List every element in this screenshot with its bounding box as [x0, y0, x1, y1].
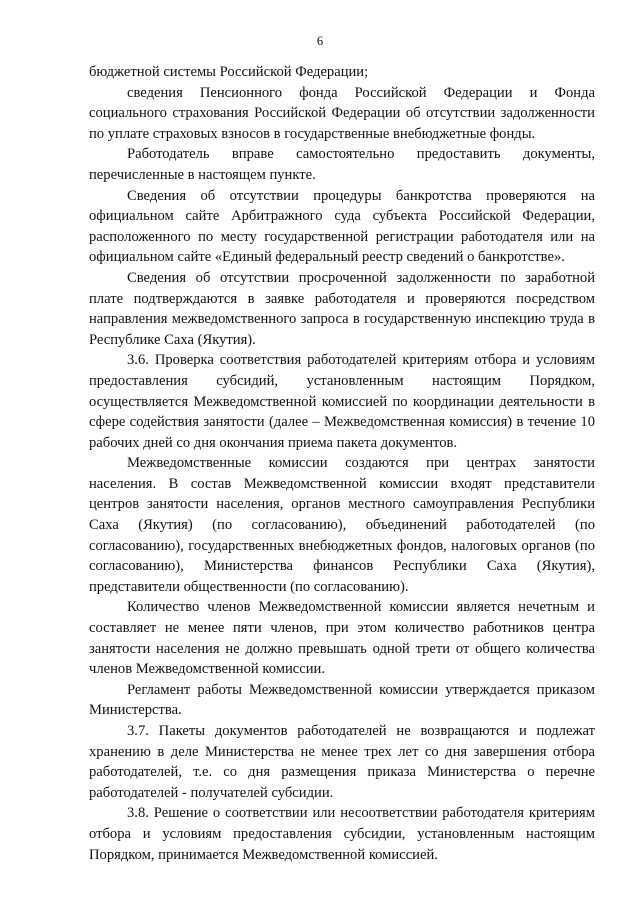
paragraph-commission-members: Количество членов Межведомственной комиссии является нечетным и составляет не менее пяти членов, при этом количество работников центра занятости населения не должно превышать одной трети от общего количества членов Межведомственной комиссии. — [89, 599, 595, 678]
paragraph-bankruptcy-check: Сведения об отсутствии процедуры банкротства проверяются на официальном сайте Арбитражного суда субъекта Российской Федерации, расположенного по месту государственной регистрации работодателя или на официальном сайте «Единый федеральный реестр сведений о банкротстве». — [89, 187, 595, 266]
paragraph-3-6: 3.6. Проверка соответствия работодателей критериям отбора и условиям предоставления субсидий, установленным настоящим Порядком, осуществляется Межведомственной комиссией по координации деятельности в сфере содействия занятости (далее – Межведомственная комиссия) в течение 10 рабочих дней со дня окончания приема пакета документов. — [89, 352, 595, 451]
document-body — [89, 62, 595, 865]
paragraph-wage-arrears: Сведения об отсутствии просроченной задолженности по заработной плате подтверждаются в заявке работодателя и проверяются посредством направления межведомственного запроса в государственную инспекцию труда в Республике Саха (Якутия). — [89, 269, 595, 348]
paragraph-commission-regulation: Регламент работы Межведомственной комиссии утверждается приказом Министерства. — [89, 681, 595, 719]
paragraph-3-7: 3.7. Пакеты документов работодателей не возвращаются и подлежат хранению в деле Министерства не менее трех лет со дня завершения отбора работодателей, т.е. со дня размещения приказа Министерства о перечне работодателей - получателей субсидии. — [89, 723, 595, 801]
paragraph-commission-composition: Межведомственные комиссии создаются при центрах занятости населения. В состав Межведомственной комиссии входят представители центров занятости населения, органов местного самоуправления Республики Саха (Якутия) (по согласованию), объединений работодателей (по согласованию), государственных внебюджетных фондов, налоговых органов (по согласованию), Министерства финансов Республики Саха (Якутия), представители общественности (по согласованию). — [89, 455, 595, 595]
paragraph-budget-system: бюджетной системы Российской Федерации; — [89, 64, 369, 80]
paragraph-employer-right: Работодатель вправе самостоятельно предоставить документы, перечисленные в настоящем пункте. — [89, 146, 595, 183]
paragraph-pension-fund: сведения Пенсионного фонда Российской Федерации и Фонда социального страхования Российской Федерации об отсутствии задолженности по уплате страховых взносов в государственные внебюджетные фонды. — [89, 84, 595, 142]
page-number: 6 — [316, 34, 324, 48]
paragraph-3-8: 3.8. Решение о соответствии или несоответствии работодателя критериям отбора и условиям предоставления субсидии, установленным настоящим Порядком, принимается Межведомственной комиссией. — [89, 805, 595, 863]
